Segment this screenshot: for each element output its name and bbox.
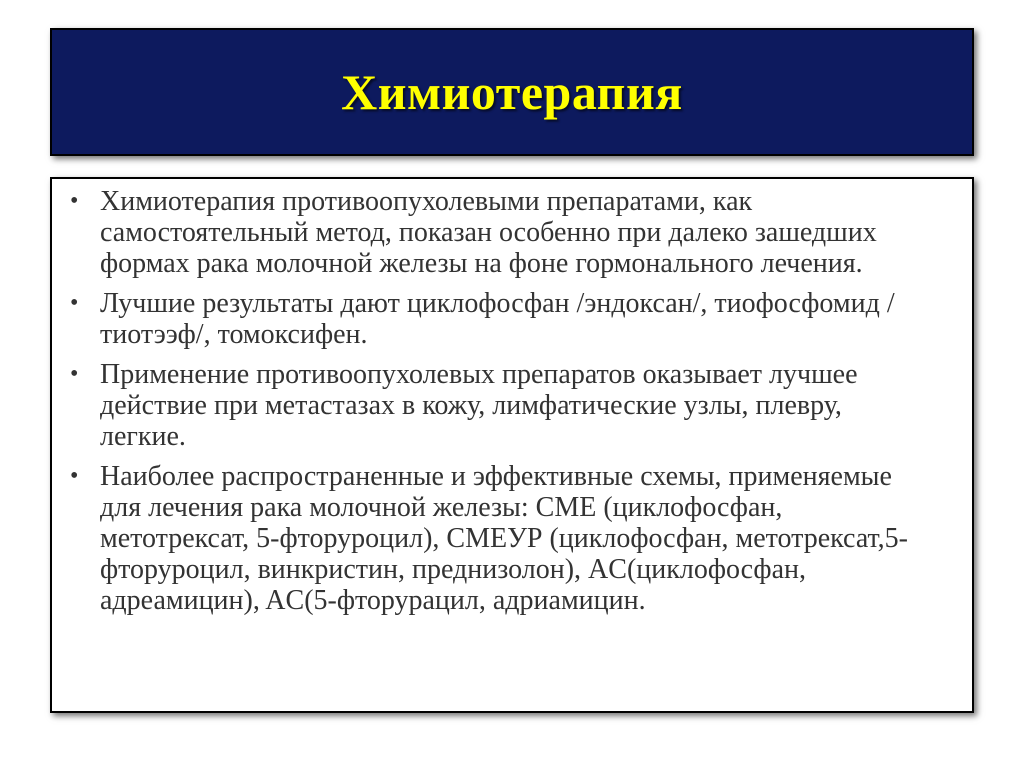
title-banner <box>50 28 974 156</box>
bullet-dot-icon: • <box>70 290 79 316</box>
bullet-text: Применение противоопухолевых препаратов оказывает лучшее действие при метастазах в кожу, лимфатические узлы, плевру, легкие. <box>100 359 858 452</box>
content-panel <box>50 177 974 713</box>
bullet-item <box>64 186 932 279</box>
bullet-item <box>64 359 932 452</box>
slide-title: Химиотерапия <box>341 64 683 120</box>
bullet-text: Наиболее распространенные и эффективные схемы, применяемые для лечения рака молочной железы: CME (циклофосфан, метотрексат, 5-фторуроцил), CMEУР (циклофосфан, метотрексат,5-фторуроцил, винкристин, преднизолон), AC(циклофосфан, адреамицин), AC(5-фторурацил, адриамицин. <box>100 461 908 616</box>
bullet-text: Химиотерапия противоопухолевыми препаратами, как самостоятельный метод, показан особенно при далеко зашедших формах рака молочной железы на фоне гормонального лечения. <box>100 186 877 279</box>
bullet-text: Лучшие результаты дают циклофосфан /эндоксан/, тиофосфомид /тиотээф/, томоксифен. <box>100 288 895 350</box>
bullet-item <box>64 461 932 616</box>
bullet-item <box>64 288 932 350</box>
bullet-dot-icon: • <box>70 361 79 387</box>
bullet-dot-icon: • <box>70 463 79 489</box>
bullet-dot-icon: • <box>70 188 79 214</box>
bullet-list <box>64 186 932 616</box>
